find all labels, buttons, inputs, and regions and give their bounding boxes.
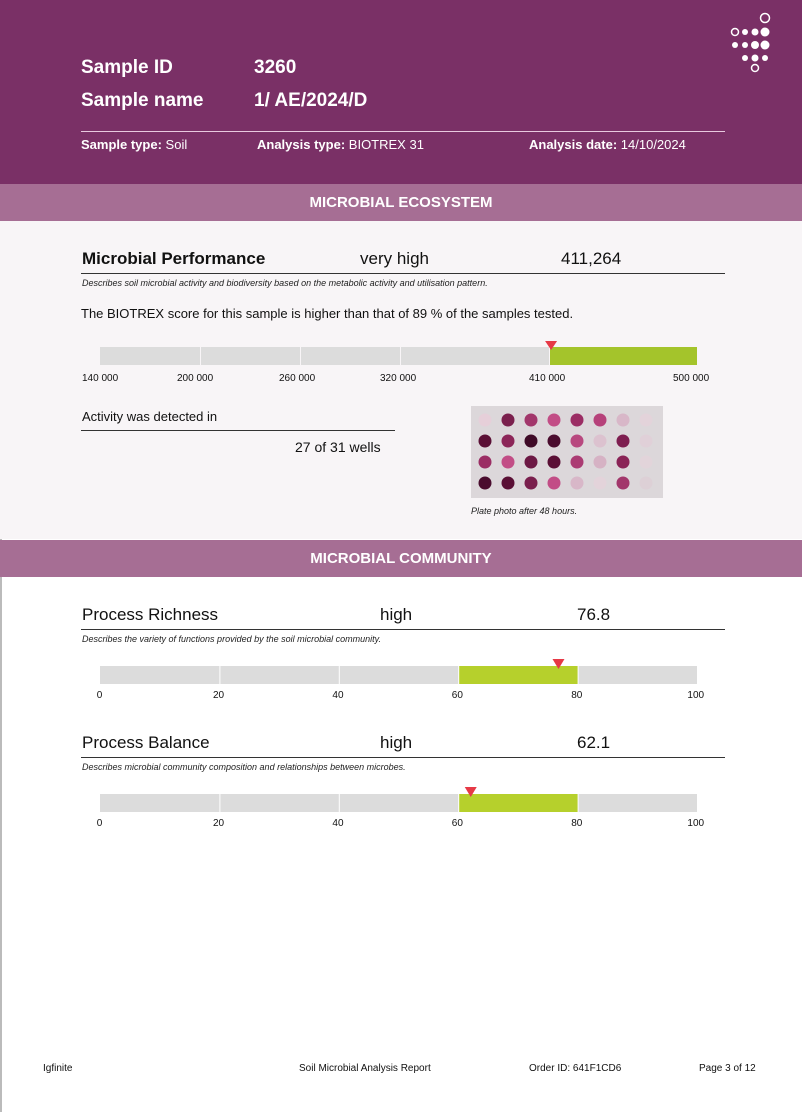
process-richness-description: Describes the variety of functions provided by the soil microbial community. [82, 634, 381, 644]
process-balance-name: Process Balance [82, 733, 210, 752]
gauge-tick: 80 [571, 818, 583, 829]
metric-rule [81, 273, 725, 274]
activity-value: 27 of 31 wells [295, 439, 381, 455]
gauge-segment [220, 794, 338, 812]
plate-well [479, 414, 492, 427]
plate-well [571, 456, 584, 469]
gauge-segment [579, 794, 697, 812]
plate-well [640, 477, 653, 490]
plate-well [617, 414, 630, 427]
gauge-segment [401, 347, 549, 365]
section-title-community: MICROBIAL COMMUNITY [0, 540, 802, 577]
gauge-tick: 0 [96, 690, 103, 701]
plate-well [594, 456, 607, 469]
sample-id-value: 3260 [254, 57, 297, 78]
gauge-tick: 40 [332, 818, 344, 829]
analysis-type [257, 137, 424, 152]
gauge-segment [579, 666, 697, 684]
metric-rule [81, 629, 725, 630]
plate-well [502, 414, 515, 427]
gauge-tick: 260 000 [279, 373, 316, 384]
process-richness-name: Process Richness [82, 605, 219, 624]
activity-label: Activity was detected in [82, 409, 218, 424]
microbial-performance-qualifier: very high [360, 249, 429, 268]
gauge-highlight-segment [550, 347, 697, 365]
plate-well [571, 477, 584, 490]
header-divider [81, 131, 725, 132]
plate-well [525, 477, 538, 490]
gauge-tick: 100 [687, 818, 705, 829]
plate-well [640, 456, 653, 469]
footer-page-number: Page 3 of 12 [699, 1063, 756, 1074]
gauge-segment [220, 666, 338, 684]
gauge-tick: 40 [332, 690, 344, 701]
process-balance-qualifier: high [380, 733, 413, 752]
plate-well [548, 477, 561, 490]
plate-photo [471, 406, 663, 498]
performance-gauge [100, 340, 698, 366]
gauge-tick: 200 000 [177, 373, 214, 384]
sample-type-label: Sample type: [81, 137, 162, 152]
metric-rule [81, 757, 725, 758]
plate-well [479, 456, 492, 469]
plate-well [571, 435, 584, 448]
activity-rule [81, 430, 395, 431]
plate-well [525, 414, 538, 427]
analysis-type-label: Analysis type: [257, 137, 346, 152]
plate-well [525, 435, 538, 448]
gauge-segment [201, 347, 300, 365]
report-header [0, 0, 802, 184]
microbial-performance-name: Microbial Performance [82, 249, 266, 268]
footer-order-id: Order ID: 641F1CD6 [529, 1063, 622, 1074]
plate-well [594, 414, 607, 427]
footer-company: Igfinite [43, 1063, 73, 1074]
analysis-date-value: 14/10/2024 [620, 137, 686, 152]
microbial-performance-value: 411,264 [561, 249, 622, 268]
gauge-segment [340, 666, 458, 684]
gauge-highlight-segment [459, 794, 577, 812]
gauge-segment [301, 347, 400, 365]
plate-well [617, 477, 630, 490]
gauge-tick: 140 000 [82, 373, 119, 384]
gauge-tick: 60 [451, 818, 463, 829]
balance-gauge [100, 785, 698, 813]
gauge-segment [100, 794, 219, 812]
microbial-performance-description: Describes soil microbial activity and biodiversity based on the metabolic activity and utilisation pattern. [82, 278, 488, 288]
plate-well [548, 456, 561, 469]
gauge-segment [340, 794, 458, 812]
plate-well [571, 414, 584, 427]
gauge-tick: 20 [213, 818, 225, 829]
sample-name-label: Sample name [81, 90, 204, 111]
process-richness-value: 76.8 [577, 605, 611, 624]
process-richness-qualifier: high [380, 605, 413, 624]
gauge-tick: 410 000 [529, 373, 566, 384]
process-balance-description: Describes microbial community composition and relationships between microbes. [82, 762, 406, 772]
plate-well [548, 414, 561, 427]
analysis-type-value: BIOTREX 31 [348, 137, 424, 152]
sample-name-value: 1/ AE/2024/D [254, 90, 368, 111]
gauge-tick: 60 [451, 690, 463, 701]
sample-type [81, 137, 187, 152]
plate-well [617, 435, 630, 448]
analysis-date [529, 137, 686, 152]
plate-well [594, 435, 607, 448]
analysis-date-label: Analysis date: [529, 137, 618, 152]
plate-well [548, 435, 561, 448]
plate-well [502, 477, 515, 490]
plate-well [479, 477, 492, 490]
gauge-highlight-segment [459, 666, 577, 684]
sample-type-value: Soil [165, 137, 188, 152]
gauge-tick: 500 000 [673, 373, 710, 384]
plate-well [594, 477, 607, 490]
gauge-segment [100, 666, 219, 684]
footer-report-title: Soil Microbial Analysis Report [299, 1063, 431, 1074]
gauge-tick: 0 [96, 818, 103, 829]
section-title-ecosystem: MICROBIAL ECOSYSTEM [0, 184, 802, 221]
plate-well [525, 456, 538, 469]
dot-grid-logo-icon [725, 10, 775, 74]
richness-gauge [100, 657, 698, 685]
plate-well [502, 435, 515, 448]
process-balance-value: 62.1 [577, 733, 611, 752]
plate-well [640, 414, 653, 427]
score-sentence: The BIOTREX score for this sample is higher than that of 89 % of the samples tested. [81, 306, 574, 321]
gauge-tick: 20 [213, 690, 225, 701]
plate-well [502, 456, 515, 469]
plate-caption: Plate photo after 48 hours. [471, 506, 578, 516]
plate-well [479, 435, 492, 448]
gauge-tick: 320 000 [380, 373, 417, 384]
plate-well [640, 435, 653, 448]
gauge-tick: 100 [687, 690, 705, 701]
plate-well [617, 456, 630, 469]
gauge-tick: 80 [571, 690, 583, 701]
sample-id-label: Sample ID [81, 57, 173, 78]
gauge-segment [100, 347, 200, 365]
